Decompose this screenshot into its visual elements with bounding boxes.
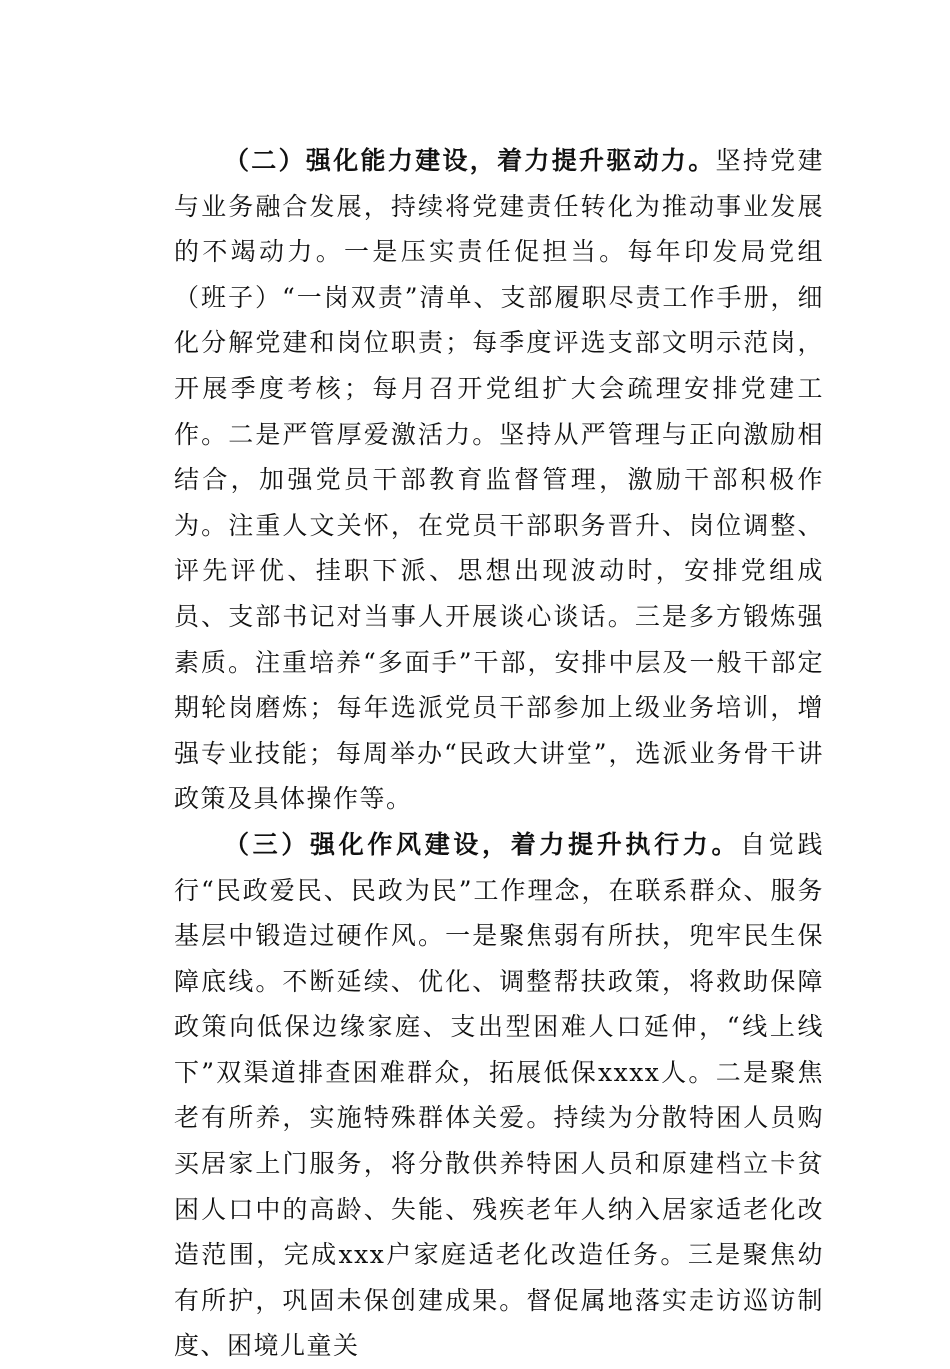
paragraph-text: 自觉践行“民政爱民、民政为民”工作理念，在联系群众、服务基层中锻造过硬作风。一是聚焦弱有所扶，兜牢民生保障底线。不断延续、优化、调整帮扶政策，将救助保障政策向低保边缘家庭、支出型困难人口延伸，“线上线下”双渠道排查困难群众，拓展低保xxxx人。二是聚焦老有所养，实施特殊群体关爱。持续为分散特困人员购买居家上门服务，将分散供养特困人员和原建档立卡贫困人口中的高龄、失能、残疾老年人纳入居家适老化改造范围，完成xxx户家庭适老化改造任务。三是聚焦幼有所护，巩固未保创建成果。督促属地落实走访巡访制度、困境儿童关: [174, 829, 824, 1361]
paragraph-style-building: [174, 822, 824, 1369]
paragraph-text: 坚持党建与业务融合发展，持续将党建责任转化为推动事业发展的不竭动力。一是压实责任促担当。每年印发局党组（班子）“一岗双责”清单、支部履职尽责工作手册，细化分解党建和岗位职责；每季度评选支部文明示范岗，开展季度考核；每月召开党组扩大会疏理安排党建工作。二是严管厚爱激活力。坚持从严管理与正向激励相结合，加强党员干部教育监督管理，激励干部积极作为。注重人文关怀，在党员干部职务晋升、岗位调整、评先评优、挂职下派、思想出现波动时，安排党组成员、支部书记对当事人开展谈心谈话。三是多方锻炼强素质。注重培养“多面手”干部，安排中层及一般干部定期轮岗磨炼；每年选派党员干部参加上级业务培训，增强专业技能；每周举办“民政大讲堂”，选派业务骨干讲政策及具体操作等。: [174, 146, 824, 814]
document-body: [174, 138, 824, 1369]
section-heading-2: （二）强化能力建设，着力提升驱动力。: [224, 146, 716, 175]
paragraph-capability-building: [174, 138, 824, 822]
section-heading-3: （三）强化作风建设，着力提升执行力。: [224, 829, 741, 859]
